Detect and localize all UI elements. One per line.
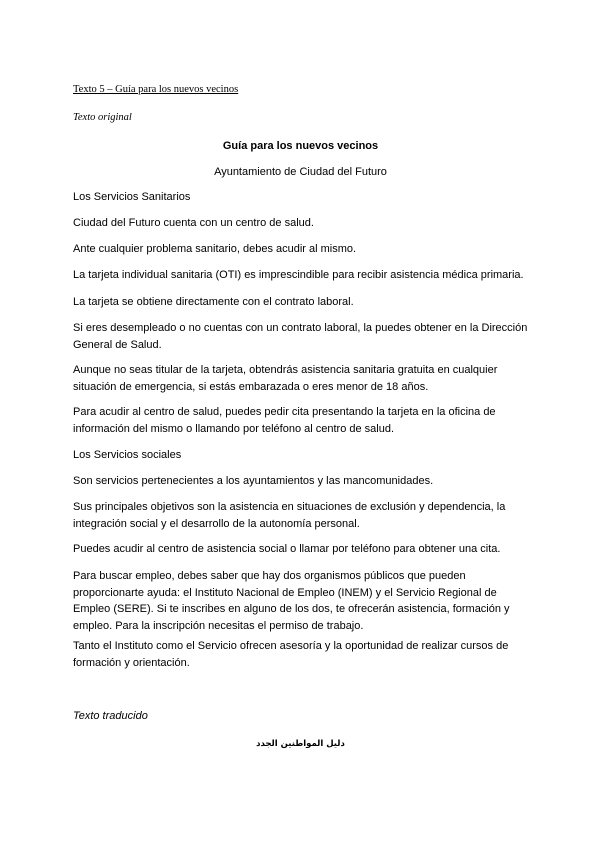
paragraph: Tanto el Instituto como el Servicio ofrecen asesoría y la oportunidad de realizar cursos de formación y orientación.	[73, 640, 509, 669]
translated-text-label: Texto traducido	[73, 710, 148, 722]
section-heading-health: Los Servicios Sanitarios	[73, 191, 191, 203]
section-heading-social: Los Servicios sociales	[73, 449, 182, 461]
original-text-label: Texto original	[73, 112, 132, 123]
paragraph: Son servicios pertenecientes a los ayuntamientos y las mancomunidades.	[73, 475, 434, 487]
paragraph: Ciudad del Futuro cuenta con un centro de salud.	[73, 217, 314, 229]
paragraph: Ante cualquier problema sanitario, debes acudir al mismo.	[73, 243, 357, 255]
paragraph: Sus principales objetivos son la asistencia en situaciones de exclusión y dependencia, la integración social y el desarrollo de la autonomía personal.	[73, 501, 506, 530]
paragraph: Para acudir al centro de salud, puedes pedir cita presentando la tarjeta en la oficina de información del mismo o llamando por teléfono al centro de salud.	[73, 406, 496, 435]
paragraph: La tarjeta se obtiene directamente con el contrato laboral.	[73, 296, 354, 308]
paragraph: Aunque no seas titular de la tarjeta, obtendrás asistencia sanitaria gratuita en cualquier situación de emergencia, si estás embarazada o eres menor de 18 años.	[73, 364, 498, 393]
paragraph: Si eres desempleado o no cuentas con un contrato laboral, la puedes obtener en la Dirección General de Salud.	[73, 322, 528, 351]
document-title: Guía para los nuevos vecinos	[222, 140, 379, 152]
section-header: Texto 5 – Guía para los nuevos vecinos	[73, 84, 239, 95]
document-subtitle: Ayuntamiento de Ciudad del Futuro	[214, 166, 387, 178]
paragraph: La tarjeta individual sanitaria (OTI) es imprescindible para recibir asistencia médica primaria.	[73, 269, 524, 281]
paragraph: Para buscar empleo, debes saber que hay dos organismos públicos que pueden proporcionarte ayuda: el Instituto Nacional de Empleo (INEM) y el Servicio Regional de Empleo (SERE). Si te inscribes en alguno de los dos, te ofrecerán asistencia, formación y empleo. Para la inscripción necesitas el permiso de trabajo.	[73, 570, 510, 632]
paragraph: Puedes acudir al centro de asistencia social o llamar por teléfono para obtener una cita.	[73, 543, 501, 555]
arabic-title: دليل المواطنين الجدد	[256, 739, 345, 749]
